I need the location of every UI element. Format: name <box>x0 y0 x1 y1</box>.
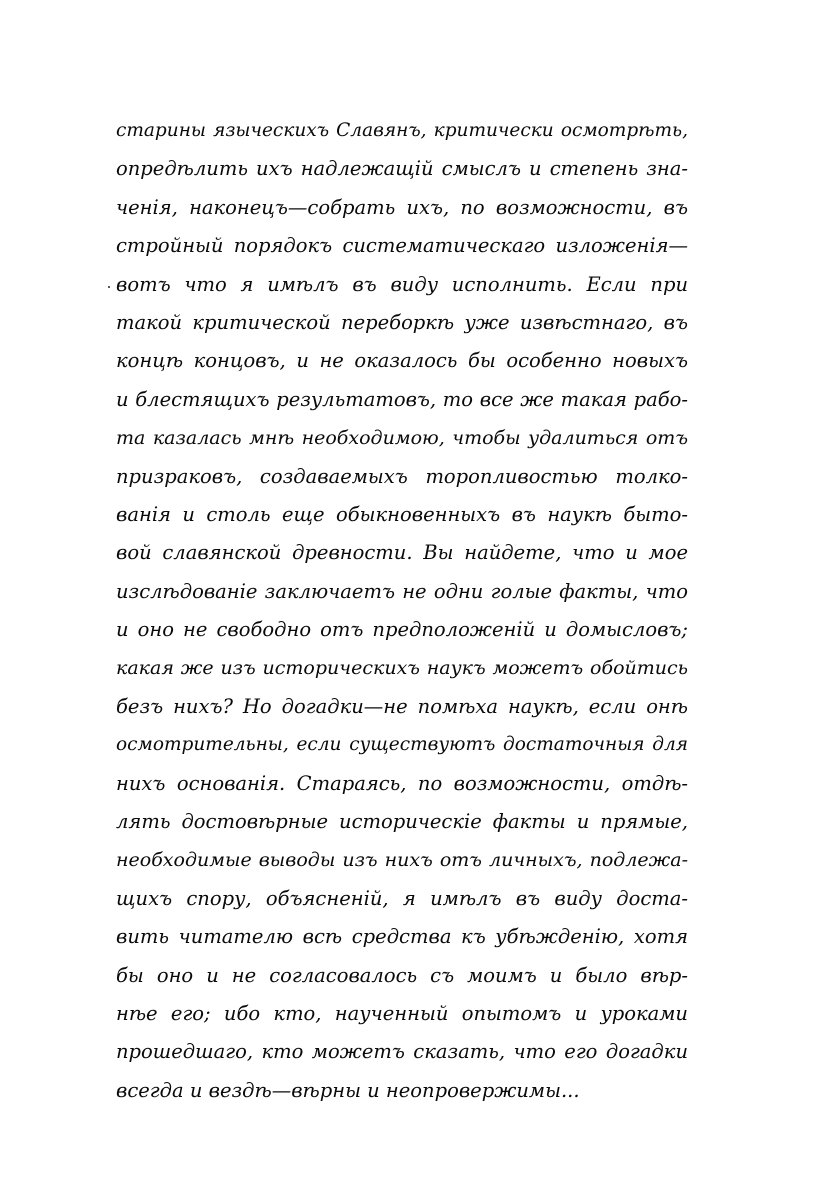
text-line: осмотрительны, если существуютъ достаточныя для <box>116 734 688 756</box>
text-line: вить читателю всѣ средства къ убѣжденію, хотя <box>116 925 688 949</box>
text-line: старины языческихъ Славянъ, критически осмотрѣть, <box>116 120 688 141</box>
text-line: вой славянской древности. Вы найдете, что и мое <box>116 541 688 565</box>
text-line: вотъ что я имѣлъ въ виду исполнить. Если при <box>116 272 688 296</box>
body-text <box>116 112 688 1110</box>
text-line: нѣе его; ибо кто, наученный опытомъ и уроками <box>116 1001 688 1025</box>
ink-speck <box>108 286 110 288</box>
text-line-last: всегда и вездѣ—вѣрны и неопровержимы... <box>116 1078 580 1102</box>
text-line: призраковъ, создаваемыхъ торопливостью толко- <box>116 464 688 488</box>
text-line: безъ нихъ? Но догадки—не помѣха наукѣ, если онѣ <box>116 694 688 718</box>
text-line: ченія, наконецъ—собрать ихъ, по возможности, въ <box>116 195 688 219</box>
text-line: ванія и столь еще обыкновенныхъ въ наукѣ быто- <box>116 502 688 526</box>
text-line: концѣ концовъ, и не оказалось бы особенно новыхъ <box>116 349 688 373</box>
text-line: опредѣлить ихъ надлежащій смыслъ и степень зна- <box>116 157 688 181</box>
text-line: такой критической переборкѣ уже извѣстнаго, въ <box>116 310 688 334</box>
text-line: лять достовѣрные историческіе факты и прямые, <box>116 810 688 834</box>
text-line: прошедшаго, кто можетъ сказать, что его догадки <box>116 1040 688 1064</box>
text-line: стройный порядокъ систематическаго изложенія— <box>116 234 688 258</box>
text-line: бы оно и не согласовалось съ моимъ и было вѣр- <box>116 963 688 987</box>
text-line: нихъ основанія. Стараясь, по возможности, отдѣ- <box>116 771 688 795</box>
text-line: какая же изъ историческихъ наукъ можетъ обойтись <box>116 657 688 680</box>
text-line: изслѣдованіе заключаетъ не одни голые факты, что <box>116 579 688 603</box>
text-line: необходимые выводы изъ нихъ отъ личныхъ, подлежа- <box>116 849 688 872</box>
text-line: и блестящихъ результатовъ, то все же такая рабо- <box>116 387 688 411</box>
text-line: и оно не свободно отъ предположеній и домысловъ; <box>116 618 688 642</box>
text-line: та казалась мнѣ необходимою, чтобы удалиться отъ <box>116 427 688 450</box>
text-line: щихъ спору, объясненій, я имѣлъ въ виду доста- <box>116 886 688 910</box>
